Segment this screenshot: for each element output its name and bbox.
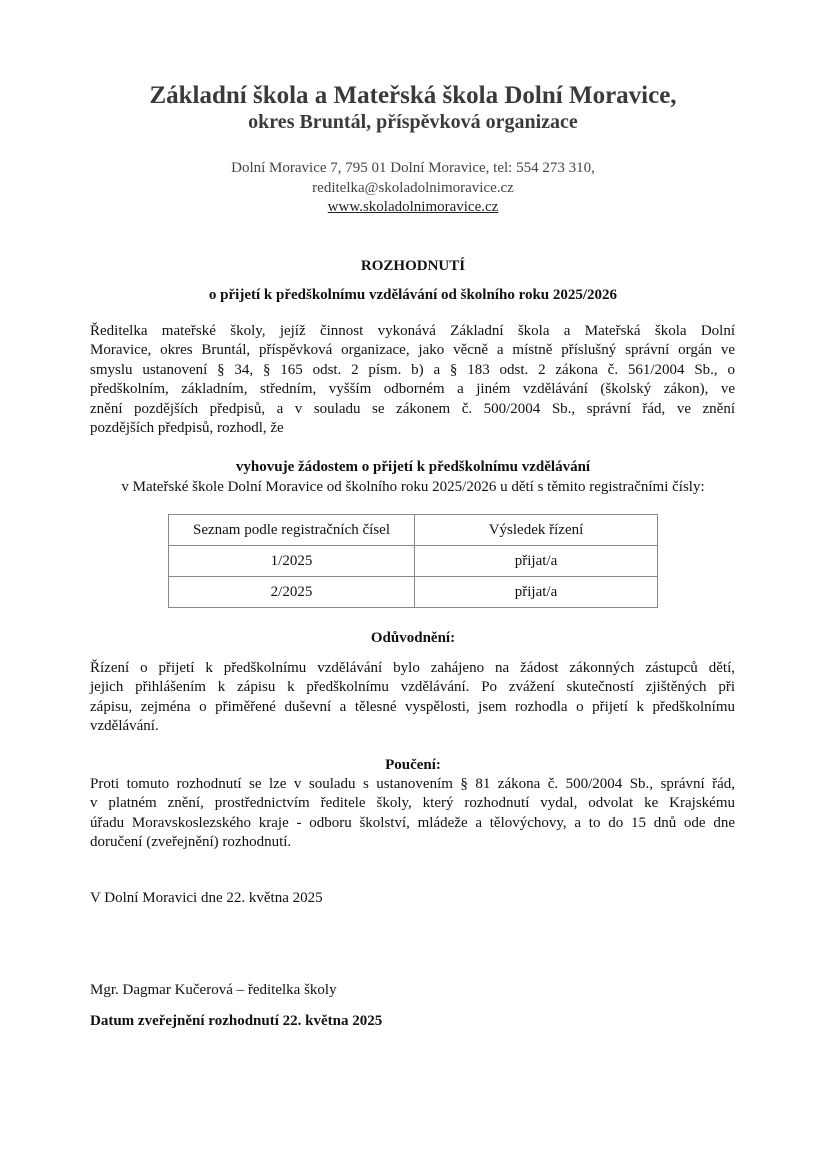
registration-table	[168, 514, 658, 608]
intro-line: Ředitelka mateřské školy, jejíž činnost vykonává Základní škola a Mateřská škola Dolní	[90, 323, 735, 339]
intro-line: Moravice, okres Bruntál, příspěvková organizace, jako věcně a místně příslušný správní orgán ve	[90, 342, 735, 359]
school-email: reditelka@skoladolnimoravice.cz	[312, 180, 514, 196]
table-header-cell: Seznam podle registračních čísel	[169, 515, 415, 546]
justification-heading: Odůvodnění:	[370, 630, 456, 646]
justification-line: jejich přihlášením k zápisu k předškolnímu vzdělávání. Po zvážení skutečností zjištěných při	[90, 679, 735, 696]
table-cell-reg-number: 1/2025	[169, 546, 415, 577]
instruction-line: Proti tomuto rozhodnutí se lze v souladu s ustanovením § 81 zákona č. 500/2004 Sb., správní řád,	[90, 776, 735, 792]
decision-verdict-detail: v Mateřské škole Dolní Moravice od školního roku 2025/2026 u dětí s těmito registračními čísly:	[121, 479, 705, 495]
decision-intro	[90, 322, 735, 438]
school-subtitle: okres Bruntál, příspěvková organizace	[248, 111, 578, 133]
justification-line: Řízení o přijetí k předškolnímu vzdělávání bylo zahájeno na žádost zákonných zástupců dětí,	[90, 660, 735, 676]
table-cell-result: přijat/a	[415, 577, 658, 608]
table-header-row	[169, 515, 658, 546]
intro-line: pozdějších předpisů, rozhodl, že	[90, 420, 284, 437]
table-cell-reg-number: 2/2025	[169, 577, 415, 608]
signature: Mgr. Dagmar Kučerová – ředitelka školy	[90, 982, 337, 998]
decision-subtitle: o přijetí k předškolnímu vzdělávání od školního roku 2025/2026	[208, 287, 618, 303]
instruction-line: úřadu Moravskoslezského kraje - odboru školství, mládeže a tělovýchovy, a to do 15 dnů ode dne	[90, 814, 735, 831]
school-address: Dolní Moravice 7, 795 01 Dolní Moravice, tel: 554 273 310,	[231, 160, 595, 176]
instruction-line: doručení (zveřejnění) rozhodnutí.	[90, 834, 292, 851]
table-header-cell: Výsledek řízení	[415, 515, 658, 546]
table-row	[169, 546, 658, 577]
instruction-text	[90, 775, 735, 853]
intro-line: smyslu ustanovení § 34, § 165 odst. 2 písm. b) a § 183 odst. 2 zákona č. 561/2004 Sb., o	[90, 361, 735, 378]
justification-line: vzdělávání.	[90, 718, 159, 735]
table-cell-result: přijat/a	[415, 546, 658, 577]
justification-line: zápisu, zejména o přiměřené duševní a tělesné vyspělosti, jsem rozhodla o přijetí k předškolnímu	[90, 698, 735, 715]
intro-line: znění pozdějších předpisů, a v souladu se zákonem č. 500/2004 Sb., správní řád, ve znění	[90, 400, 735, 417]
instruction-heading: Poučení:	[385, 757, 441, 773]
decision-verdict: vyhovuje žádostem o přijetí k předškolnímu vzdělávání	[235, 459, 591, 475]
instruction-line: v platném znění, prostřednictvím ředitele školy, který rozhodnutí vydal, odvolat ke Krajskému	[90, 795, 735, 812]
table-row	[169, 577, 658, 608]
place-and-date: V Dolní Moravici dne 22. května 2025	[90, 890, 323, 906]
decision-title: ROZHODNUTÍ	[360, 258, 466, 274]
intro-line: předškolním, základním, středním, vyšším odborném a jiném vzdělávání (školský zákon), ve	[90, 381, 735, 398]
publication-date: Datum zveřejnění rozhodnutí 22. května 2025	[90, 1013, 383, 1029]
justification-text	[90, 659, 735, 737]
school-name: Základní škola a Mateřská škola Dolní Moravice,	[149, 82, 677, 109]
school-website-link[interactable]: www.skoladolnimoravice.cz	[327, 199, 499, 215]
